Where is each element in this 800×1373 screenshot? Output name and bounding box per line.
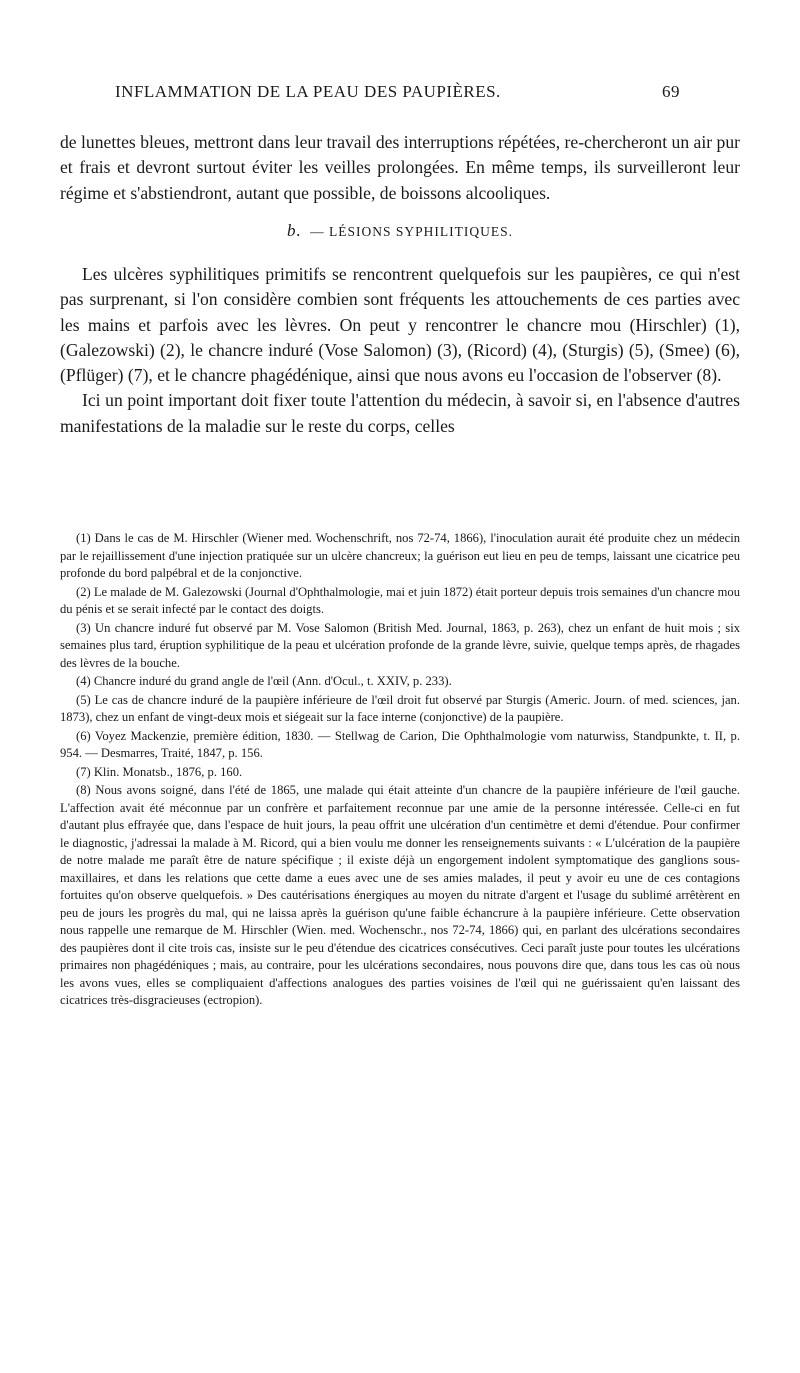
intro-paragraph: de lunettes bleues, mettront dans leur travail des interruptions répétées, re-chercheront un air pur et frais et devront surtout éviter les veilles prolongées. En même temps, ils surveilleront leur régime et s'abstiendront, autant que possible, de boissons alcooliques. — [60, 132, 740, 203]
paragraph: Ici un point important doit fixer toute l'attention du médecin, à savoir si, en l'absence d'autres manifestations de la maladie sur le reste du corps, celles — [60, 390, 740, 436]
paragraph: Les ulcères syphilitiques primitifs se rencontrent quelquefois sur les paupières, ce qui n'est pas surprenant, si l'on considère combien sont fréquents les attouchements de ces parties avec les mains et parfois avec les lèvres. On peut y rencontrer le chancre mou (Hirschler) (1), (Galezowski) (2), le chancre induré (Vose Salomon) (3), (Ricord) (4), (Sturgis) (5), (Smee) (6), (Pflüger) (7), et le chancre phagédénique, ainsi que nous avons eu l'occasion de l'observer (8). — [60, 264, 740, 386]
section-letter: b. — [287, 221, 302, 240]
footnote: (5) Le cas de chancre induré de la paupière inférieure de l'œil droit fut observé par Sturgis (Americ. Journ. of med. sciences, jan. 1873), chez un enfant de vingt-deux mois et siégeait sur la face interne (conjonctive) de la paupière. — [60, 692, 740, 724]
footnotes — [60, 530, 740, 1011]
page-header — [115, 82, 680, 108]
footnote: (2) Le malade de M. Galezowski (Journal d'Ophthalmologie, mai et juin 1872) était porteur depuis trois semaines d'un chancre mou du pénis et se serait infecté par le contact des doigts. — [60, 584, 740, 616]
section-title: — LÉSIONS SYPHILITIQUES. — [310, 224, 513, 239]
footnote: (3) Un chancre induré fut observé par M. Vose Salomon (British Med. Journal, 1863, p. 263), chez un enfant de huit mois ; six semaines plus tard, éruption syphilitique de la peau et ulcération profonde de la grande lèvre, suivie, quelque temps après, de rhagades des lèvres de la bouche. — [60, 620, 740, 670]
footnote: (6) Voyez Mackenzie, première édition, 1830. — Stellwag de Carion, Die Ophthalmologie vom naturwiss, Standpunkte, t. II, p. 954. — Desmarres, Traité, 1847, p. 156. — [60, 728, 740, 760]
running-title: INFLAMMATION DE LA PEAU DES PAUPIÈRES. — [115, 82, 501, 101]
section-heading — [60, 221, 740, 241]
footnote: (1) Dans le cas de M. Hirschler (Wiener med. Wochenschrift, nos 72-74, 1866), l'inoculation aurait été produite chez un médecin par le rejaillissement d'une injection pratiquée sur un ulcère chancreux; la guérison eut lieu en peu de temps, laissant une cicatrice peu profonde du bord palpébral et de la conjonctive. — [60, 531, 740, 580]
footnote: (7) Klin. Monatsb., 1876, p. 160. — [76, 764, 243, 779]
intro-text — [60, 130, 740, 206]
main-text — [60, 262, 740, 439]
footnote: (4) Chancre induré du grand angle de l'œil (Ann. d'Ocul., t. XXIV, p. 233). — [76, 674, 452, 688]
page-number: 69 — [662, 82, 680, 101]
footnote: (8) Nous avons soigné, dans l'été de 1865, une malade qui était atteinte d'un chancre de la paupière inférieure de l'œil gauche. L'affection avait été méconnue par un confrère et parfaitement reconnue par une amie de la personne intéressée. Celle-ci en fut d'autant plus effrayée que, dans l'espace de huit jours, la peau offrit une ulcération d'un centimètre et demi d'étendue. Pour confirmer le diagnostic, j'adressai la malade à M. Ricord, qui a bien voulu me donner les renseignements suivants : « L'ulcération de la paupière de notre malade me paraît être de nature spécifique ; il existe déjà un engorgement indolent symptomatique des ganglions sous-maxillaires, et dans les relations que cette dame a eues avec une de ses amies malades, il peut y avoir eu une de ces contagions fortuites qu'on observe quelquefois. » Des cautérisations énergiques au moyen du nitrate d'argent et l'usage du sublimé arrêtèrent en peu de jours les progrès du mal, qui ne laissa après la guérison qu'une faible échancrure à la paupière inférieure. Cette observation nous rappelle une remarque de M. Hirschler (Wien. med. Wochenschr., nos 72-74, 1866) qui, en parlant des ulcérations secondaires des paupières dont il cite trois cas, insiste sur le peu d'étendue des cicatrices consécutives. Ceci paraît juste pour toutes les ulcérations primaires non phagédéniques ; mais, au contraire, pour les ulcérations secondaires, nous pouvons dire que, dans tous les cas où nous les avons vues, elles se compliquaient d'affections analogues des parties voisines de l'œil qui ne guérissaient qu'en laissant des cicatrices très-disgracieuses (ectropion). — [60, 783, 740, 1007]
